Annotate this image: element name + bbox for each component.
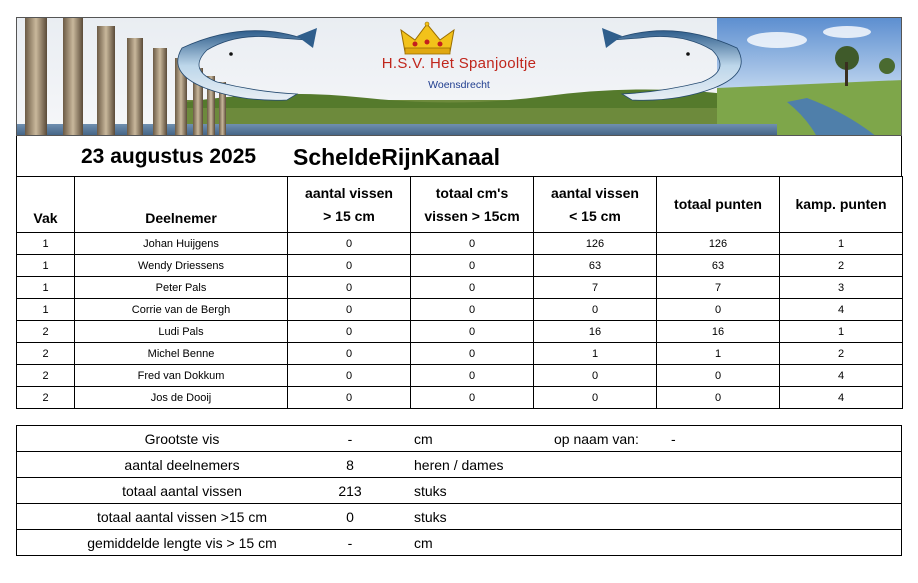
summary-value: 8 xyxy=(346,457,354,473)
header-deelnemer: Deelnemer xyxy=(75,177,288,233)
cell-vak: 2 xyxy=(17,343,75,365)
cell-kamp-punten: 1 xyxy=(780,321,903,343)
cell-deelnemer: Peter Pals xyxy=(75,277,288,299)
cell-totaal-cm: 0 xyxy=(411,277,534,299)
cell-totaal-cm: 0 xyxy=(411,321,534,343)
summary-unit: heren / dames xyxy=(414,457,504,473)
cell-deelnemer: Ludi Pals xyxy=(75,321,288,343)
table-row xyxy=(17,277,903,299)
cell-totaal-cm: 0 xyxy=(411,255,534,277)
header-aantal-gt15 xyxy=(288,177,411,233)
cell-deelnemer: Fred van Dokkum xyxy=(75,365,288,387)
summary-row-gemiddelde-lengte xyxy=(17,530,901,556)
cell-kamp-punten: 3 xyxy=(780,277,903,299)
cell-totaal-punten: 63 xyxy=(657,255,780,277)
cell-vak: 1 xyxy=(17,255,75,277)
cell-deelnemer: Johan Huijgens xyxy=(75,233,288,255)
cell-aantal-lt15: 126 xyxy=(534,233,657,255)
table-row xyxy=(17,365,903,387)
cell-aantal-gt15: 0 xyxy=(288,343,411,365)
cell-vak: 1 xyxy=(17,299,75,321)
cell-aantal-gt15: 0 xyxy=(288,233,411,255)
cell-aantal-gt15: 0 xyxy=(288,277,411,299)
results-header-row xyxy=(17,177,903,233)
cell-vak: 2 xyxy=(17,365,75,387)
table-row xyxy=(17,321,903,343)
table-row xyxy=(17,387,903,409)
cell-aantal-lt15: 0 xyxy=(534,387,657,409)
cell-aantal-lt15: 16 xyxy=(534,321,657,343)
summary-row-grootste-vis xyxy=(17,426,901,452)
header-totaal-punten: totaal punten xyxy=(657,177,780,233)
summary-row-vissen-gt15 xyxy=(17,504,901,530)
results-table xyxy=(16,176,903,409)
header-totaal-cm-line2: vissen > 15cm xyxy=(424,207,520,224)
table-row xyxy=(17,255,903,277)
summary-value: 0 xyxy=(346,509,354,525)
cell-totaal-punten: 1 xyxy=(657,343,780,365)
summary-row-deelnemers xyxy=(17,452,901,478)
cell-totaal-punten: 126 xyxy=(657,233,780,255)
cell-aantal-gt15: 0 xyxy=(288,365,411,387)
summary-row-totaal-vissen xyxy=(17,478,901,504)
cell-deelnemer: Wendy Driessens xyxy=(75,255,288,277)
cell-kamp-punten: 2 xyxy=(780,255,903,277)
summary-extra-value: - xyxy=(671,431,676,447)
header-totaal-cm-line1: totaal cm's xyxy=(435,184,509,201)
cell-aantal-lt15: 0 xyxy=(534,299,657,321)
match-venue: ScheldeRijnKanaal xyxy=(293,144,501,170)
header-aantal-gt15-line1: aantal vissen xyxy=(305,184,393,201)
summary-label: Grootste vis xyxy=(144,431,220,447)
summary-unit: cm xyxy=(414,535,433,551)
summary-value: - xyxy=(347,431,353,447)
club-town: Woensdrecht xyxy=(428,79,490,91)
cell-totaal-punten: 0 xyxy=(657,387,780,409)
club-name: H.S.V. Het Spanjooltje xyxy=(381,55,537,72)
cell-totaal-cm: 0 xyxy=(411,387,534,409)
cell-vak: 1 xyxy=(17,277,75,299)
cell-deelnemer: Michel Benne xyxy=(75,343,288,365)
header-aantal-gt15-line2: > 15 cm xyxy=(323,207,375,224)
cell-kamp-punten: 4 xyxy=(780,299,903,321)
header-aantal-lt15 xyxy=(534,177,657,233)
table-row xyxy=(17,233,903,255)
summary-unit: stuks xyxy=(414,509,447,525)
results-body xyxy=(17,233,903,409)
cell-totaal-punten: 0 xyxy=(657,299,780,321)
cell-aantal-gt15: 0 xyxy=(288,299,411,321)
summary-unit: stuks xyxy=(414,483,447,499)
cell-totaal-cm: 0 xyxy=(411,299,534,321)
table-row xyxy=(17,343,903,365)
cell-aantal-gt15: 0 xyxy=(288,387,411,409)
cell-aantal-gt15: 0 xyxy=(288,321,411,343)
summary-extra-label: op naam van: xyxy=(554,431,639,447)
cell-aantal-lt15: 1 xyxy=(534,343,657,365)
cell-vak: 2 xyxy=(17,387,75,409)
summary-value: - xyxy=(347,535,353,551)
match-date: 23 augustus 2025 xyxy=(81,145,257,168)
summary-unit: cm xyxy=(414,431,433,447)
cell-totaal-punten: 7 xyxy=(657,277,780,299)
cell-kamp-punten: 2 xyxy=(780,343,903,365)
cell-totaal-punten: 0 xyxy=(657,365,780,387)
summary-label: totaal aantal vissen xyxy=(122,483,242,499)
cell-vak: 1 xyxy=(17,233,75,255)
cell-kamp-punten: 4 xyxy=(780,387,903,409)
cell-aantal-lt15: 63 xyxy=(534,255,657,277)
cell-aantal-lt15: 0 xyxy=(534,365,657,387)
header-totaal-cm xyxy=(411,177,534,233)
cell-kamp-punten: 4 xyxy=(780,365,903,387)
cell-deelnemer: Jos de Dooij xyxy=(75,387,288,409)
cell-aantal-lt15: 7 xyxy=(534,277,657,299)
header-banner xyxy=(16,17,902,136)
summary-box xyxy=(16,425,902,556)
title-row xyxy=(16,136,902,176)
header-vak: Vak xyxy=(17,177,75,233)
cell-vak: 2 xyxy=(17,321,75,343)
header-aantal-lt15-line2: < 15 cm xyxy=(569,207,621,224)
header-aantal-lt15-line1: aantal vissen xyxy=(551,184,639,201)
header-kamp-punten: kamp. punten xyxy=(780,177,903,233)
summary-label: gemiddelde lengte vis > 15 cm xyxy=(87,535,277,551)
cell-deelnemer: Corrie van de Bergh xyxy=(75,299,288,321)
summary-value: 213 xyxy=(338,483,362,499)
cell-totaal-cm: 0 xyxy=(411,343,534,365)
summary-label: aantal deelnemers xyxy=(124,457,240,473)
cell-aantal-gt15: 0 xyxy=(288,255,411,277)
table-row xyxy=(17,299,903,321)
cell-totaal-cm: 0 xyxy=(411,365,534,387)
summary-label: totaal aantal vissen >15 cm xyxy=(96,509,268,525)
cell-totaal-punten: 16 xyxy=(657,321,780,343)
banner-scenery xyxy=(17,18,902,136)
cell-kamp-punten: 1 xyxy=(780,233,903,255)
cell-totaal-cm: 0 xyxy=(411,233,534,255)
